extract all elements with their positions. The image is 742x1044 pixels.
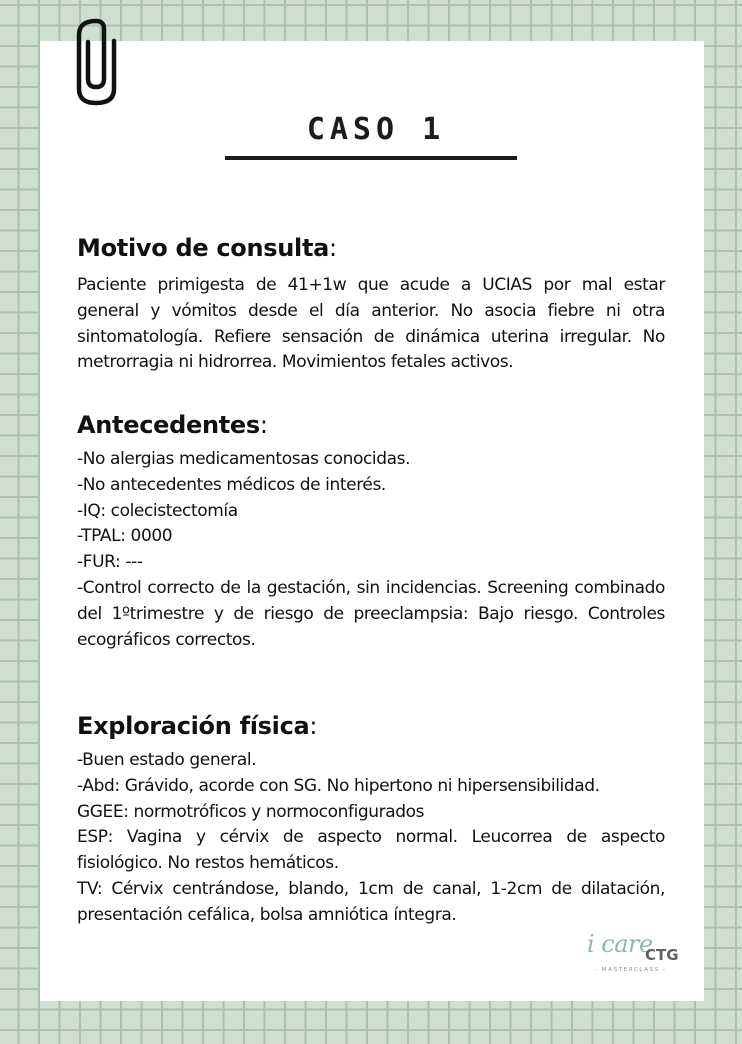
logo-brand: CTG bbox=[645, 946, 679, 964]
list-item: ESP: Vagina y cérvix de aspecto normal. Leucorrea de aspecto fisiológico. No restos hemáticos. bbox=[77, 827, 665, 874]
list-item: -IQ: colecistectomía bbox=[77, 500, 238, 521]
motivo-text: Paciente primigesta de 41+1w que acude a UCIAS por mal estar general y vómitos desde el día anterior. No asocia fiebre ni otra sintomatología. Refiere sensación de dinámica uterina irregular. No metrorragia ni hidrorrea. Movimientos fetales activos. bbox=[77, 275, 665, 373]
exploracion-list bbox=[77, 748, 665, 929]
list-item: -FUR: --- bbox=[77, 552, 143, 573]
list-item: -No antecedentes médicos de interés. bbox=[77, 474, 386, 495]
list-item: -Buen estado general. bbox=[77, 750, 257, 770]
list-item: -Control correcto de la gestación, sin incidencias. Screening combinado del 1ºtrimestre y de riesgo de preeclampsia: Bajo riesgo. Controles ecográficos correctos. bbox=[77, 577, 665, 650]
heading-text: Antecedentes bbox=[77, 411, 260, 439]
heading-text: Motivo de consulta bbox=[77, 234, 330, 262]
heading-text: Exploración física bbox=[77, 712, 310, 740]
heading-colon: : bbox=[329, 234, 337, 262]
list-item: -Abd: Grávido, acorde con SG. No hipertono ni hipersensibilidad. bbox=[77, 775, 600, 796]
antecedentes-list bbox=[77, 447, 665, 653]
page-title: CASO 1 bbox=[306, 112, 446, 147]
list-item: -No alergias medicamentosas conocidas. bbox=[77, 449, 411, 469]
section-heading-motivo bbox=[77, 233, 665, 263]
list-item: -TPAL: 0000 bbox=[77, 526, 173, 547]
section-heading-antecedentes bbox=[77, 410, 665, 440]
section-motivo bbox=[77, 233, 665, 376]
logo-script: i care bbox=[587, 930, 653, 958]
section-heading-exploracion bbox=[77, 711, 665, 741]
logo-subtitle: - MASTERCLASS - bbox=[595, 967, 667, 973]
list-item: TV: Cérvix centrándose, blando, 1cm de canal, 1-2cm de dilatación, presentación cefálica, bolsa amniótica íntegra. bbox=[77, 878, 665, 925]
title-underline bbox=[225, 156, 517, 160]
section-antecedentes bbox=[77, 410, 665, 653]
icare-ctg-logo bbox=[585, 930, 695, 980]
paperclip-icon bbox=[73, 17, 121, 107]
heading-colon: : bbox=[309, 712, 318, 740]
section-exploracion bbox=[77, 711, 665, 929]
list-item: GGEE: normotróficos y normoconfigurados bbox=[77, 801, 425, 822]
heading-colon: : bbox=[259, 411, 268, 439]
